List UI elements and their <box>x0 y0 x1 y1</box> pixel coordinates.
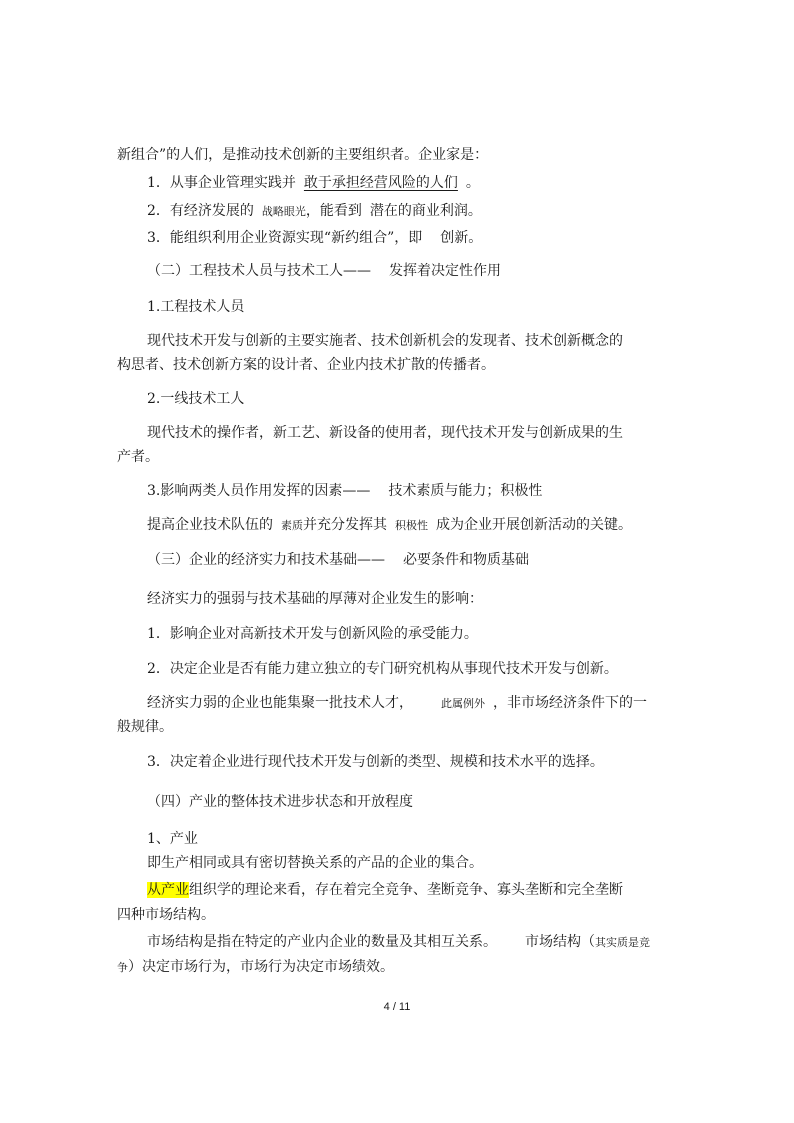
text: 。 <box>465 175 480 191</box>
text: 经济实力弱的企业也能集聚一批技术人才， <box>147 695 413 711</box>
text-line <box>147 423 623 443</box>
text: 新组合”的人们，是推动技术创新的主要组织者。企业家是： <box>117 147 489 163</box>
text: ，能看到 <box>305 203 362 219</box>
highlighted-text: 从产业 <box>147 882 189 898</box>
text: 2.一线技术工人 <box>147 391 245 407</box>
text: 组织学的理论来看，存在着完全竞争、垄断竞争、寡头垄断和完全垄断 <box>189 882 623 898</box>
text-line <box>117 355 495 375</box>
text-line <box>147 515 632 536</box>
small-text: 素质 <box>281 519 303 532</box>
text-line <box>117 957 394 978</box>
text: 提高企业技术队伍的 <box>147 517 273 533</box>
small-text: 争 <box>117 961 128 974</box>
text: 市场结构（ <box>525 934 595 950</box>
text-line <box>117 717 173 737</box>
section-heading <box>147 550 529 570</box>
text: 现代技术开发与创新的主要实施者、技术创新机会的发现者、技术创新概念的 <box>147 333 623 349</box>
text: （四）产业的整体技术进步状态和开放程度 <box>147 794 413 810</box>
text: 即生产相同或具有密切替换关系的产品的企业的集合。 <box>147 855 483 871</box>
text-line <box>117 447 159 467</box>
text-line <box>147 932 650 953</box>
text: 1．影响企业对高新技术开发与创新风险的承受能力。 <box>147 626 478 642</box>
text-line <box>147 880 623 900</box>
text: 1．从事企业管理实践并 <box>147 175 296 191</box>
list-item <box>147 624 478 644</box>
small-text: 积极性 <box>395 519 428 532</box>
subheading <box>147 389 244 409</box>
text: ）决定市场行为，市场行为决定市场绩效。 <box>128 959 394 975</box>
text: 3.影响两类人员作用发挥的因素—— <box>147 483 371 499</box>
page-number: 4 / 11 <box>383 1001 411 1013</box>
text-line <box>147 331 623 351</box>
subheading <box>147 829 198 849</box>
text: 成为企业开展创新活动的关键。 <box>436 517 632 533</box>
text: 创新 <box>440 230 469 246</box>
text: 2．有经济发展的 <box>147 203 254 219</box>
list-item <box>147 228 482 248</box>
text: 构思者、技术创新方案的设计者、企业内技术扩散的传播者。 <box>117 357 495 373</box>
subheading <box>147 481 542 501</box>
text: 3．能组织利用企业资源实现“新约组合”，即 <box>147 230 423 246</box>
text: 1.工程技术人员 <box>147 299 245 315</box>
text: 必要条件和物质基础 <box>403 552 529 568</box>
text-line <box>147 589 483 609</box>
text: 潜在的 <box>369 203 412 219</box>
list-item <box>147 201 482 222</box>
text: 2．决定企业是否有能力建立独立的专门研究机构从事现代技术开发与创新。 <box>147 661 618 677</box>
text: ，非市场经济条件下的一 <box>493 695 647 711</box>
text-line <box>147 693 647 714</box>
text-line <box>117 145 488 165</box>
text: 产者。 <box>117 449 159 465</box>
text: 3．决定着企业进行现代技术开发与创新的类型、规模和技术水平的选择。 <box>147 754 604 770</box>
text: 。 <box>468 230 483 246</box>
list-item <box>147 173 480 193</box>
text: 发挥着决定性作用 <box>389 263 501 279</box>
text: 现代技术的操作者，新工艺、新设备的使用者，现代技术开发与创新成果的生 <box>147 425 623 441</box>
subheading <box>147 297 244 317</box>
text: （二）工程技术人员与技术工人—— <box>147 263 371 279</box>
text: 般规律。 <box>117 719 173 735</box>
section-heading <box>147 261 501 281</box>
list-item <box>147 659 618 679</box>
text: 四种市场结构。 <box>117 907 215 923</box>
text: 市场结构是指在特定的产业内企业的数量及其相互关系。 <box>147 934 497 950</box>
text-line <box>147 853 483 873</box>
text: 经济实力的强弱与技术基础的厚薄对企业发生的影响： <box>147 591 483 607</box>
section-heading <box>147 792 413 812</box>
small-text: 其实质是竞 <box>595 936 650 949</box>
text: 技术素质与能力；积极性 <box>388 483 543 499</box>
text: 商业利润。 <box>411 203 482 219</box>
text-line <box>117 905 215 925</box>
text: （三）企业的经济实力和技术基础—— <box>147 552 385 568</box>
list-item <box>147 752 604 772</box>
text: 1、产业 <box>147 831 198 847</box>
underlined-text: 敢于承担经营风险的人们 <box>303 175 458 191</box>
small-text: 战略眼光 <box>261 205 306 218</box>
text: 并充分发挥其 <box>303 517 387 533</box>
small-text: 此属例外 <box>441 697 485 710</box>
